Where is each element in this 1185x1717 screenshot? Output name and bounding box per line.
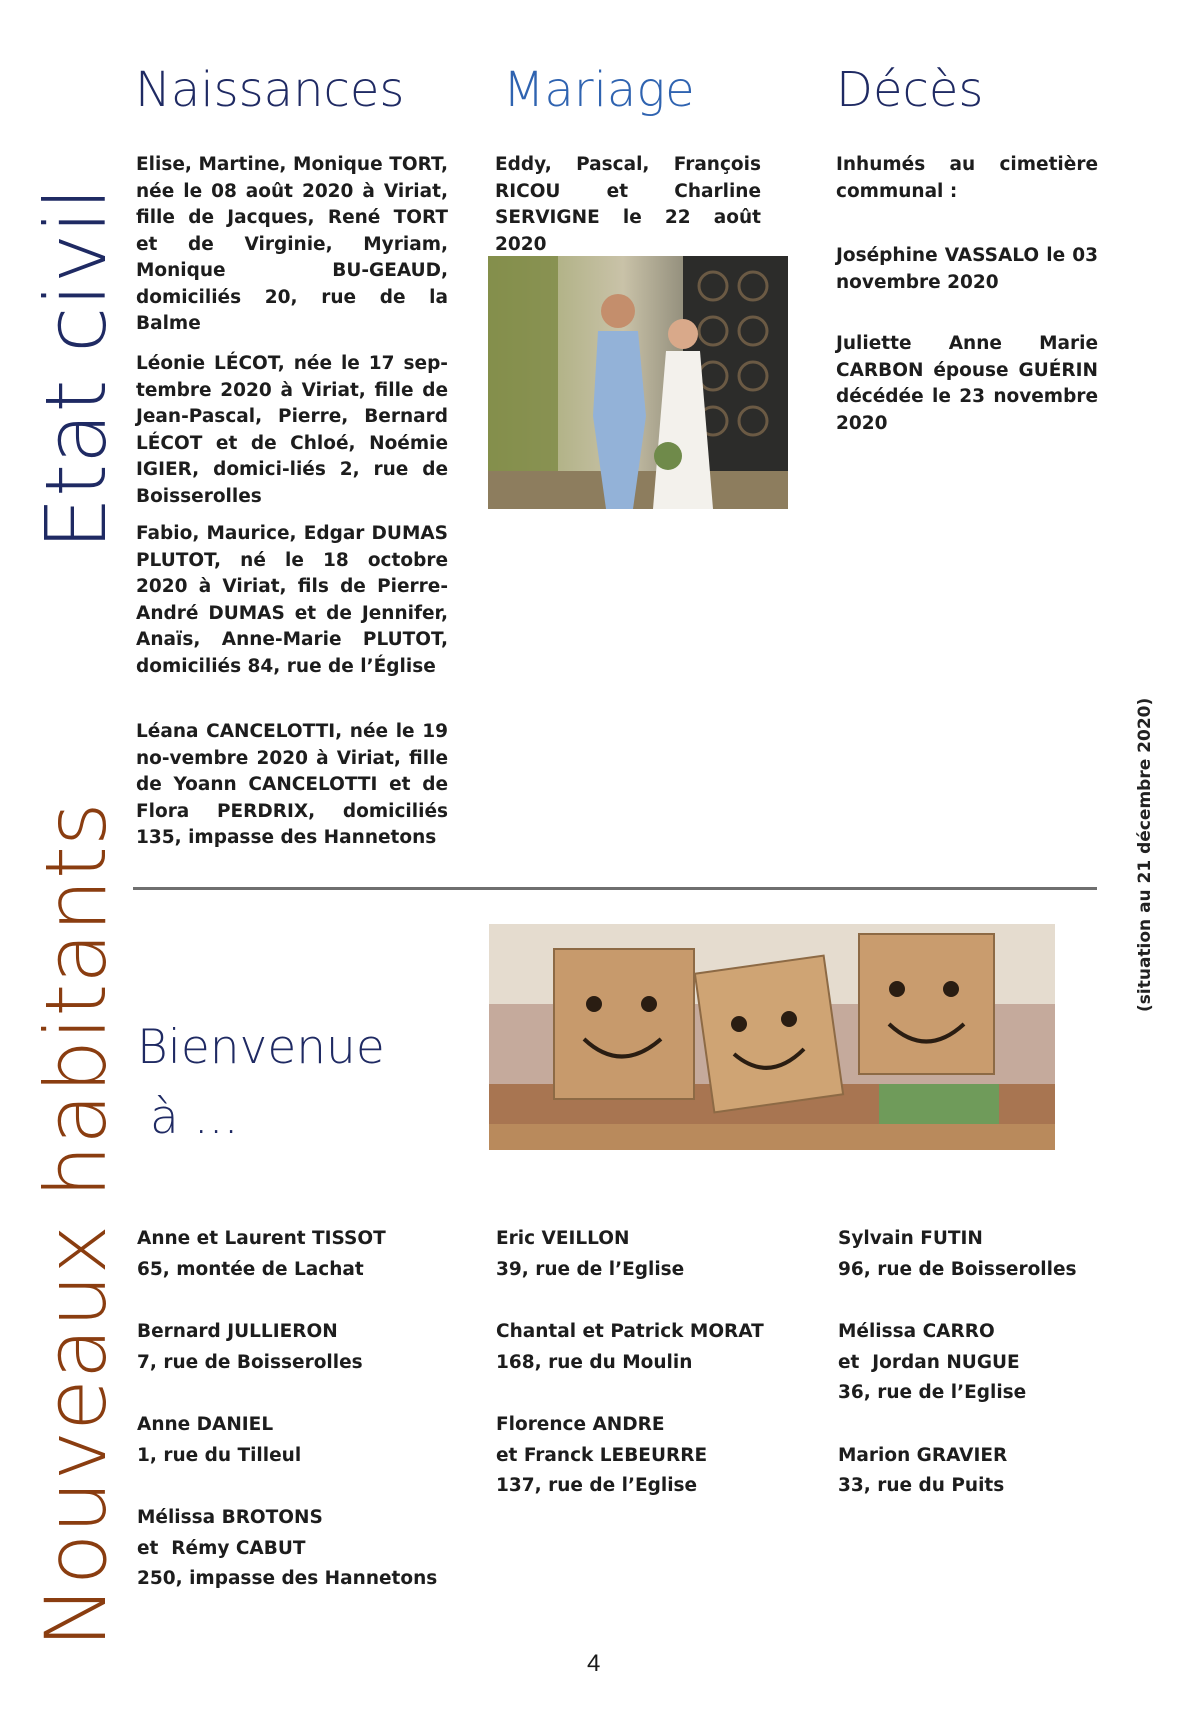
habitant-address: 36, rue de l’Eglise — [838, 1382, 1027, 1403]
habitant-entry — [496, 1317, 764, 1378]
naissances-heading: Naissances — [135, 62, 405, 118]
habitant-entry — [137, 1503, 437, 1595]
habitant-name-2: et Franck LEBEURRE — [496, 1444, 708, 1466]
habitant-entry — [496, 1410, 764, 1502]
deces-entry: Juliette Anne Marie CARBON épouse GUÉRIN décédée le 23 novembre 2020 — [836, 333, 1098, 434]
habitant-name: Bernard JULLIERON — [137, 1321, 338, 1342]
habitant-address: 65, montée de Lachat — [137, 1258, 364, 1280]
naissance-entry: Léana CANCELOTTI, née le 19 no-vembre 2020 à Viriat, fille de Yoann CANCELOTTI et de Flora PERDRIX, domiciliés 135, impasse des Hannetons — [136, 721, 448, 848]
naissance-entry: Léonie LÉCOT, née le 17 sep-tembre 2020 à Viriat, fille de Jean-Pascal, Pierre, Bernard LÉCOT et de Chloé, Noémie IGIER, domici-liés 2, rue de Boisserolles — [136, 353, 448, 507]
naissance-entry: Elise, Martine, Monique TORT, née le 08 août 2020 à Viriat, fille de Jacques, René TORT et de Virginie, Myriam, Monique BU-GEAUD, domiciliés 20, rue de la Balme — [136, 154, 448, 334]
habitant-name: Mélissa BROTONS — [137, 1507, 323, 1528]
page-number: 4 — [587, 1650, 601, 1677]
habitant-name: Anne DANIEL — [137, 1414, 274, 1435]
section-divider — [133, 887, 1097, 890]
habitant-address: 137, rue de l’Eglise — [496, 1475, 698, 1496]
deces-intro: Inhumés au cimetière communal : — [836, 154, 1098, 202]
habitant-name-2: et Rémy CABUT — [137, 1537, 306, 1559]
nouveaux-habitants-title: Nouveaux habitants — [27, 802, 125, 1648]
naissance-entry: Fabio, Maurice, Edgar DUMAS PLUTOT, né le 18 octobre 2020 à Viriat, fils de Pierre-André DUMAS et de Jennifer, Anaïs, Anne-Marie PLUTOT, domiciliés 84, rue de l’Église — [136, 523, 448, 677]
habitants-column-2 — [496, 1224, 764, 1534]
habitant-name: Mélissa CARRO — [838, 1321, 995, 1342]
deces-heading: Décès — [836, 62, 984, 118]
deces-entry: Joséphine VASSALO le 03 novembre 2020 — [836, 245, 1098, 293]
etat-civil-title: Etat civil — [27, 186, 125, 550]
bienvenue-line2: à ... — [150, 1090, 239, 1145]
habitants-column-3 — [838, 1224, 1077, 1534]
habitant-entry — [838, 1441, 1077, 1502]
habitant-name: Anne et Laurent TISSOT — [137, 1228, 386, 1249]
box-heads-photo — [489, 924, 1055, 1150]
mariage-entry: Eddy, Pascal, François RICOU et Charline SERVIGNE le 22 août 2020 — [495, 154, 761, 255]
habitant-name: Marion GRAVIER — [838, 1444, 1008, 1466]
wedding-photo — [488, 256, 788, 509]
habitant-address: 96, rue de Boisserolles — [838, 1258, 1077, 1280]
habitant-address: 168, rue du Moulin — [496, 1351, 693, 1373]
habitant-name-2: et Jordan NUGUE — [838, 1351, 1020, 1373]
habitant-entry — [137, 1410, 437, 1471]
habitant-entry — [838, 1224, 1077, 1285]
habitant-entry — [838, 1317, 1077, 1409]
mariage-heading: Mariage — [503, 62, 695, 118]
habitant-address: 250, impasse des Hannetons — [137, 1568, 438, 1589]
habitant-address: 39, rue de l’Eglise — [496, 1258, 685, 1280]
habitant-name: Eric VEILLON — [496, 1228, 630, 1249]
habitant-name: Chantal et Patrick MORAT — [496, 1321, 764, 1342]
habitant-entry — [496, 1224, 764, 1285]
habitant-address: 33, rue du Puits — [838, 1475, 1005, 1496]
bienvenue-line1: Bienvenue — [137, 1020, 385, 1075]
habitant-address: 1, rue du Tilleul — [137, 1444, 302, 1466]
habitants-column-1 — [137, 1224, 437, 1627]
habitant-entry — [137, 1317, 437, 1378]
habitant-name: Florence ANDRE — [496, 1414, 665, 1435]
habitant-name: Sylvain FUTIN — [838, 1228, 983, 1249]
habitant-entry — [137, 1224, 437, 1285]
habitant-address: 7, rue de Boisserolles — [137, 1351, 363, 1373]
situation-note: (situation au 21 décembre 2020) — [1135, 697, 1155, 1012]
